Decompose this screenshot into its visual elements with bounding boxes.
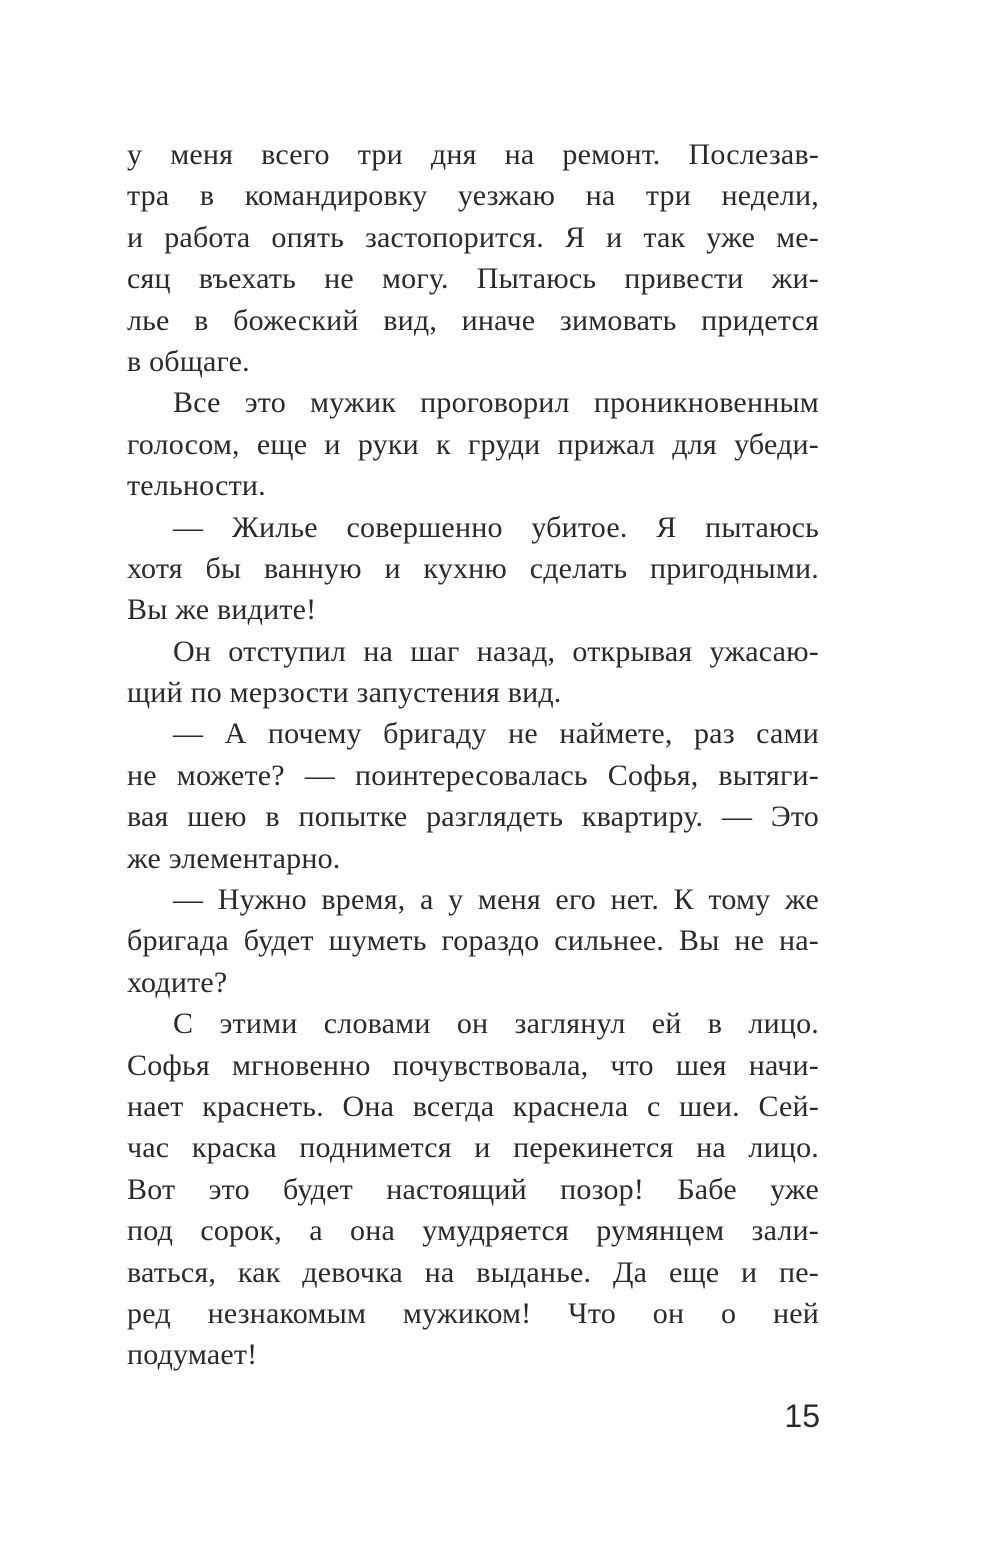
text-line: Вот это будет настоящий позор! Бабе уже [127, 1172, 819, 1206]
text-line: у меня всего три дня на ремонт. Послезав- [127, 138, 819, 171]
text-line: час краска поднимется и перекинется на лицо. [127, 1131, 819, 1165]
text-line: Он отступил на шаг назад, открывая ужасаю- [173, 634, 819, 668]
text-line: голосом, еще и руки к груди прижал для убеди- [127, 427, 819, 461]
text-line: сяц въехать не могу. Пытаюсь привести жи- [127, 262, 819, 296]
text-line: подумает! [127, 1338, 258, 1372]
text-line: ред незнакомым мужиком! Что он о ней [127, 1296, 819, 1330]
body-text [127, 134, 819, 1376]
text-line: вая шею в попытке разглядеть квартиру. — Это [127, 800, 819, 834]
text-line: в общаге. [127, 344, 250, 378]
text-line: Вы же видите! [127, 593, 317, 627]
text-line: — Нужно время, а у меня его нет. К тому же [173, 883, 819, 917]
text-line: бригада будет шуметь гораздо сильнее. Вы не на- [127, 924, 819, 958]
text-line: под сорок, а она умудряется румянцем зали- [127, 1214, 819, 1248]
text-line: Все это мужик проговорил проникновенным [173, 386, 819, 420]
text-line: и работа опять застопорится. Я и так уже ме- [127, 220, 819, 254]
text-line: хотя бы ванную и кухню сделать пригодными. [127, 551, 819, 585]
text-line: щий по мерзости запустения вид. [127, 676, 562, 710]
text-line: С этими словами он заглянул ей в лицо. [173, 1007, 819, 1041]
text-line: тра в командировку уезжаю на три недели, [127, 179, 819, 213]
text-line: — А почему бригаду не наймете, раз сами [173, 717, 819, 751]
text-line: ходите? [127, 965, 228, 999]
text-line: Софья мгновенно почувствовала, что шея начи- [127, 1048, 819, 1082]
page-number: 15 [784, 1398, 820, 1434]
text-line: ваться, как девочка на выданье. Да еще и пе- [127, 1255, 819, 1289]
text-line: не можете? — поинтересовалась Софья, вытяги- [127, 758, 819, 792]
text-line: нает краснеть. Она всегда краснела с шеи. Сей- [127, 1089, 819, 1123]
text-line: лье в божеский вид, иначе зимовать придется [127, 303, 819, 337]
text-line: же элементарно. [127, 841, 341, 875]
text-line: тельности. [127, 469, 266, 503]
text-line: — Жилье совершенно убитое. Я пытаюсь [173, 510, 819, 544]
